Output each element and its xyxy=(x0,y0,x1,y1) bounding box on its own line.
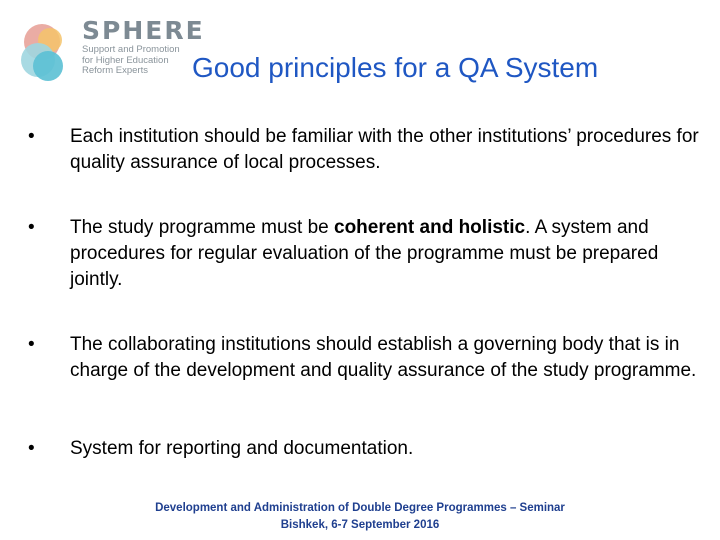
bullet-marker: • xyxy=(28,438,35,459)
bullet-item xyxy=(28,332,708,384)
bullet-list xyxy=(28,124,708,462)
bullet-item xyxy=(28,124,708,176)
logo-tagline xyxy=(82,45,192,77)
bullet-item xyxy=(28,215,708,293)
bullet-item xyxy=(28,436,708,462)
sphere-logo xyxy=(18,14,205,86)
bullet-marker: • xyxy=(28,217,35,238)
logo-tagline-line: for Higher Education xyxy=(82,54,169,66)
bullet-emphasis: coherent and holistic xyxy=(334,217,526,238)
logo-wordmark: SPHERE xyxy=(82,16,205,45)
logo-tagline-line: Support and Promotion xyxy=(82,44,180,55)
footer-location-date: Bishkek, 6-7 September 2016 xyxy=(280,519,440,531)
bullet-marker: • xyxy=(28,126,35,147)
bullet-text: The collaborating institutions should establish a governing body that is in charge of the development and quality assurance of the study programme. xyxy=(70,334,697,381)
bullet-text-start: The study programme must be xyxy=(70,217,334,238)
slide-footer xyxy=(0,500,720,534)
bullet-marker: • xyxy=(28,334,35,355)
bullet-text-end: . A system and procedures for regular evaluation of the programme must be prepared jointly. xyxy=(70,217,659,290)
footer-seminar-title: Development and Administration of Double Degree Programmes – Seminar xyxy=(155,502,565,514)
bullet-text: System for reporting and documentation. xyxy=(70,438,414,459)
bullet-text: Each institution should be familiar with the other institutions’ procedures for quality assurance of local processes. xyxy=(70,126,699,173)
sphere-logo-mark-icon xyxy=(18,20,70,84)
slide-title: Good principles for a QA System xyxy=(192,52,599,83)
logo-tagline-line: Reform Experts xyxy=(82,65,148,76)
